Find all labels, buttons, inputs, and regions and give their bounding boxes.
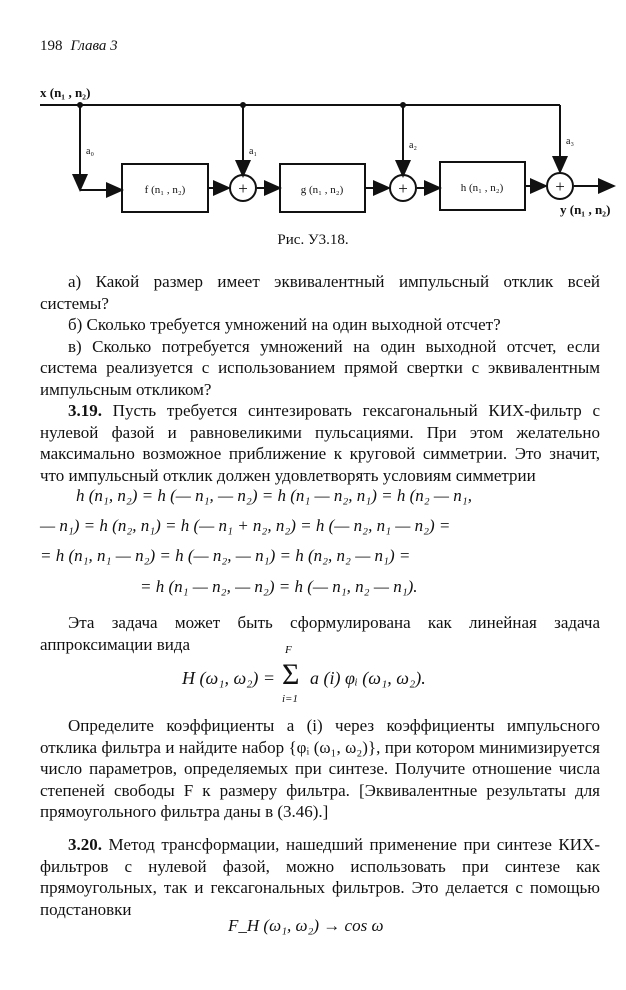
block-g-label: g (n₁ , n₂) — [300, 184, 344, 196]
problem-3-20-number: 3.20. — [68, 835, 102, 854]
problem-3-19-text — [40, 400, 600, 486]
gain-a0: a₀ — [86, 146, 94, 157]
gain-a1: a₁ — [249, 146, 257, 157]
sum-lower-limit: i=1 — [282, 693, 298, 705]
problem-3-20-body: Метод трансформации, нашедший применение при синтезе КИХ-фильтров с нулевой фазой, можно использовать при синтезе как прямоугольных, так и гексагональных фильтров. Это делается с помощью подстановки — [40, 835, 600, 919]
symmetry-eq-line-2: — n₁) = h (n₂, n₁) = h (— n₁ + n₂, n₂) = h (— n₂, n₁ — n₂) = — [40, 516, 451, 535]
sum-upper-limit: F — [285, 644, 292, 656]
chapter-title: Глава 3 — [70, 38, 118, 54]
problem-3-19-body: Пусть требуется синтезировать гексагональный КИХ-фильтр с нулевой фазой и равновеликими пульсациями. При этом желательно максимально возможное приближение к круговой симметрии. Это значит, что импульсный отклик должен удовлетворять условиям симметрии — [40, 401, 600, 485]
adder-1-symbol: + — [238, 179, 248, 198]
gain-a3: a₃ — [566, 136, 574, 147]
junction-dot — [77, 102, 83, 108]
approximation-formula — [182, 644, 482, 708]
question-b: б) Сколько требуется умножений на один выходной отсчет? — [68, 315, 501, 334]
sum-sigma: Σ — [282, 658, 300, 691]
gain-a2: a₂ — [409, 140, 417, 151]
formula-lhs: H (ω₁, ω₂) = — [182, 668, 276, 688]
symmetry-eq-line-3: = h (n₁, n₁ — n₂) = h (— n₂, — n₁) = h (n₂, n₂ — n₁) = — [40, 546, 411, 565]
adder-2-symbol: + — [398, 179, 408, 198]
symmetry-eq-line-1: h (n₁, n₂) = h (— n₁, — n₂) = h (n₁ — n₂, n₁) = h (n₂ — n₁, — [76, 486, 472, 505]
junction-dot — [400, 102, 406, 108]
block-diagram — [0, 80, 626, 230]
page-number: 198 — [40, 38, 63, 54]
approximation-paragraph: Эта задача может быть сформулирована как линейная задача аппроксимации вида — [40, 613, 600, 654]
figure-caption: Рис. У3.18. — [277, 232, 349, 248]
running-header — [40, 38, 118, 55]
block-f-label: f (n₁ , n₂) — [144, 184, 186, 196]
formula-rhs: a (i) φᵢ (ω₁, ω₂). — [310, 668, 426, 688]
block-h-label: h (n₁ , n₂) — [460, 182, 504, 194]
problem-3-20 — [40, 834, 600, 920]
question-a: а) Какой размер имеет эквивалентный импульсный отклик всей системы? — [40, 272, 600, 313]
input-label: x (n₁ , n₂) — [40, 85, 91, 100]
coefficients-paragraph: Определите коэффициенты a (i) через коэффициенты импульсного отклика фильтра и найдите набор {φᵢ (ω₁, ω₂)}, при котором минимизируется число параметров, определяемых при синтезе. Получите отношение числа степеней свободы F к размеру фильтра. [Эквивалентные результаты для прямоугольного фильтра даны в (3.46).] — [40, 716, 600, 821]
output-label: y (n₁ , n₂) — [560, 202, 611, 217]
substitution-formula: F_H (ω₁, ω₂) → cos ω — [228, 916, 384, 935]
problem-3-19-number: 3.19. — [68, 401, 102, 420]
questions-block — [40, 271, 600, 486]
question-v: в) Сколько потребуется умножений на один выходной отсчет, если система реализуется с использованием прямой свертки с эквивалентным импульсным откликом? — [40, 336, 600, 399]
junction-dot — [240, 102, 246, 108]
adder-3-symbol: + — [555, 177, 565, 196]
symmetry-eq-line-4: = h (n₁ — n₂, — n₂) = h (— n₁, n₂ — n₁). — [140, 577, 418, 596]
